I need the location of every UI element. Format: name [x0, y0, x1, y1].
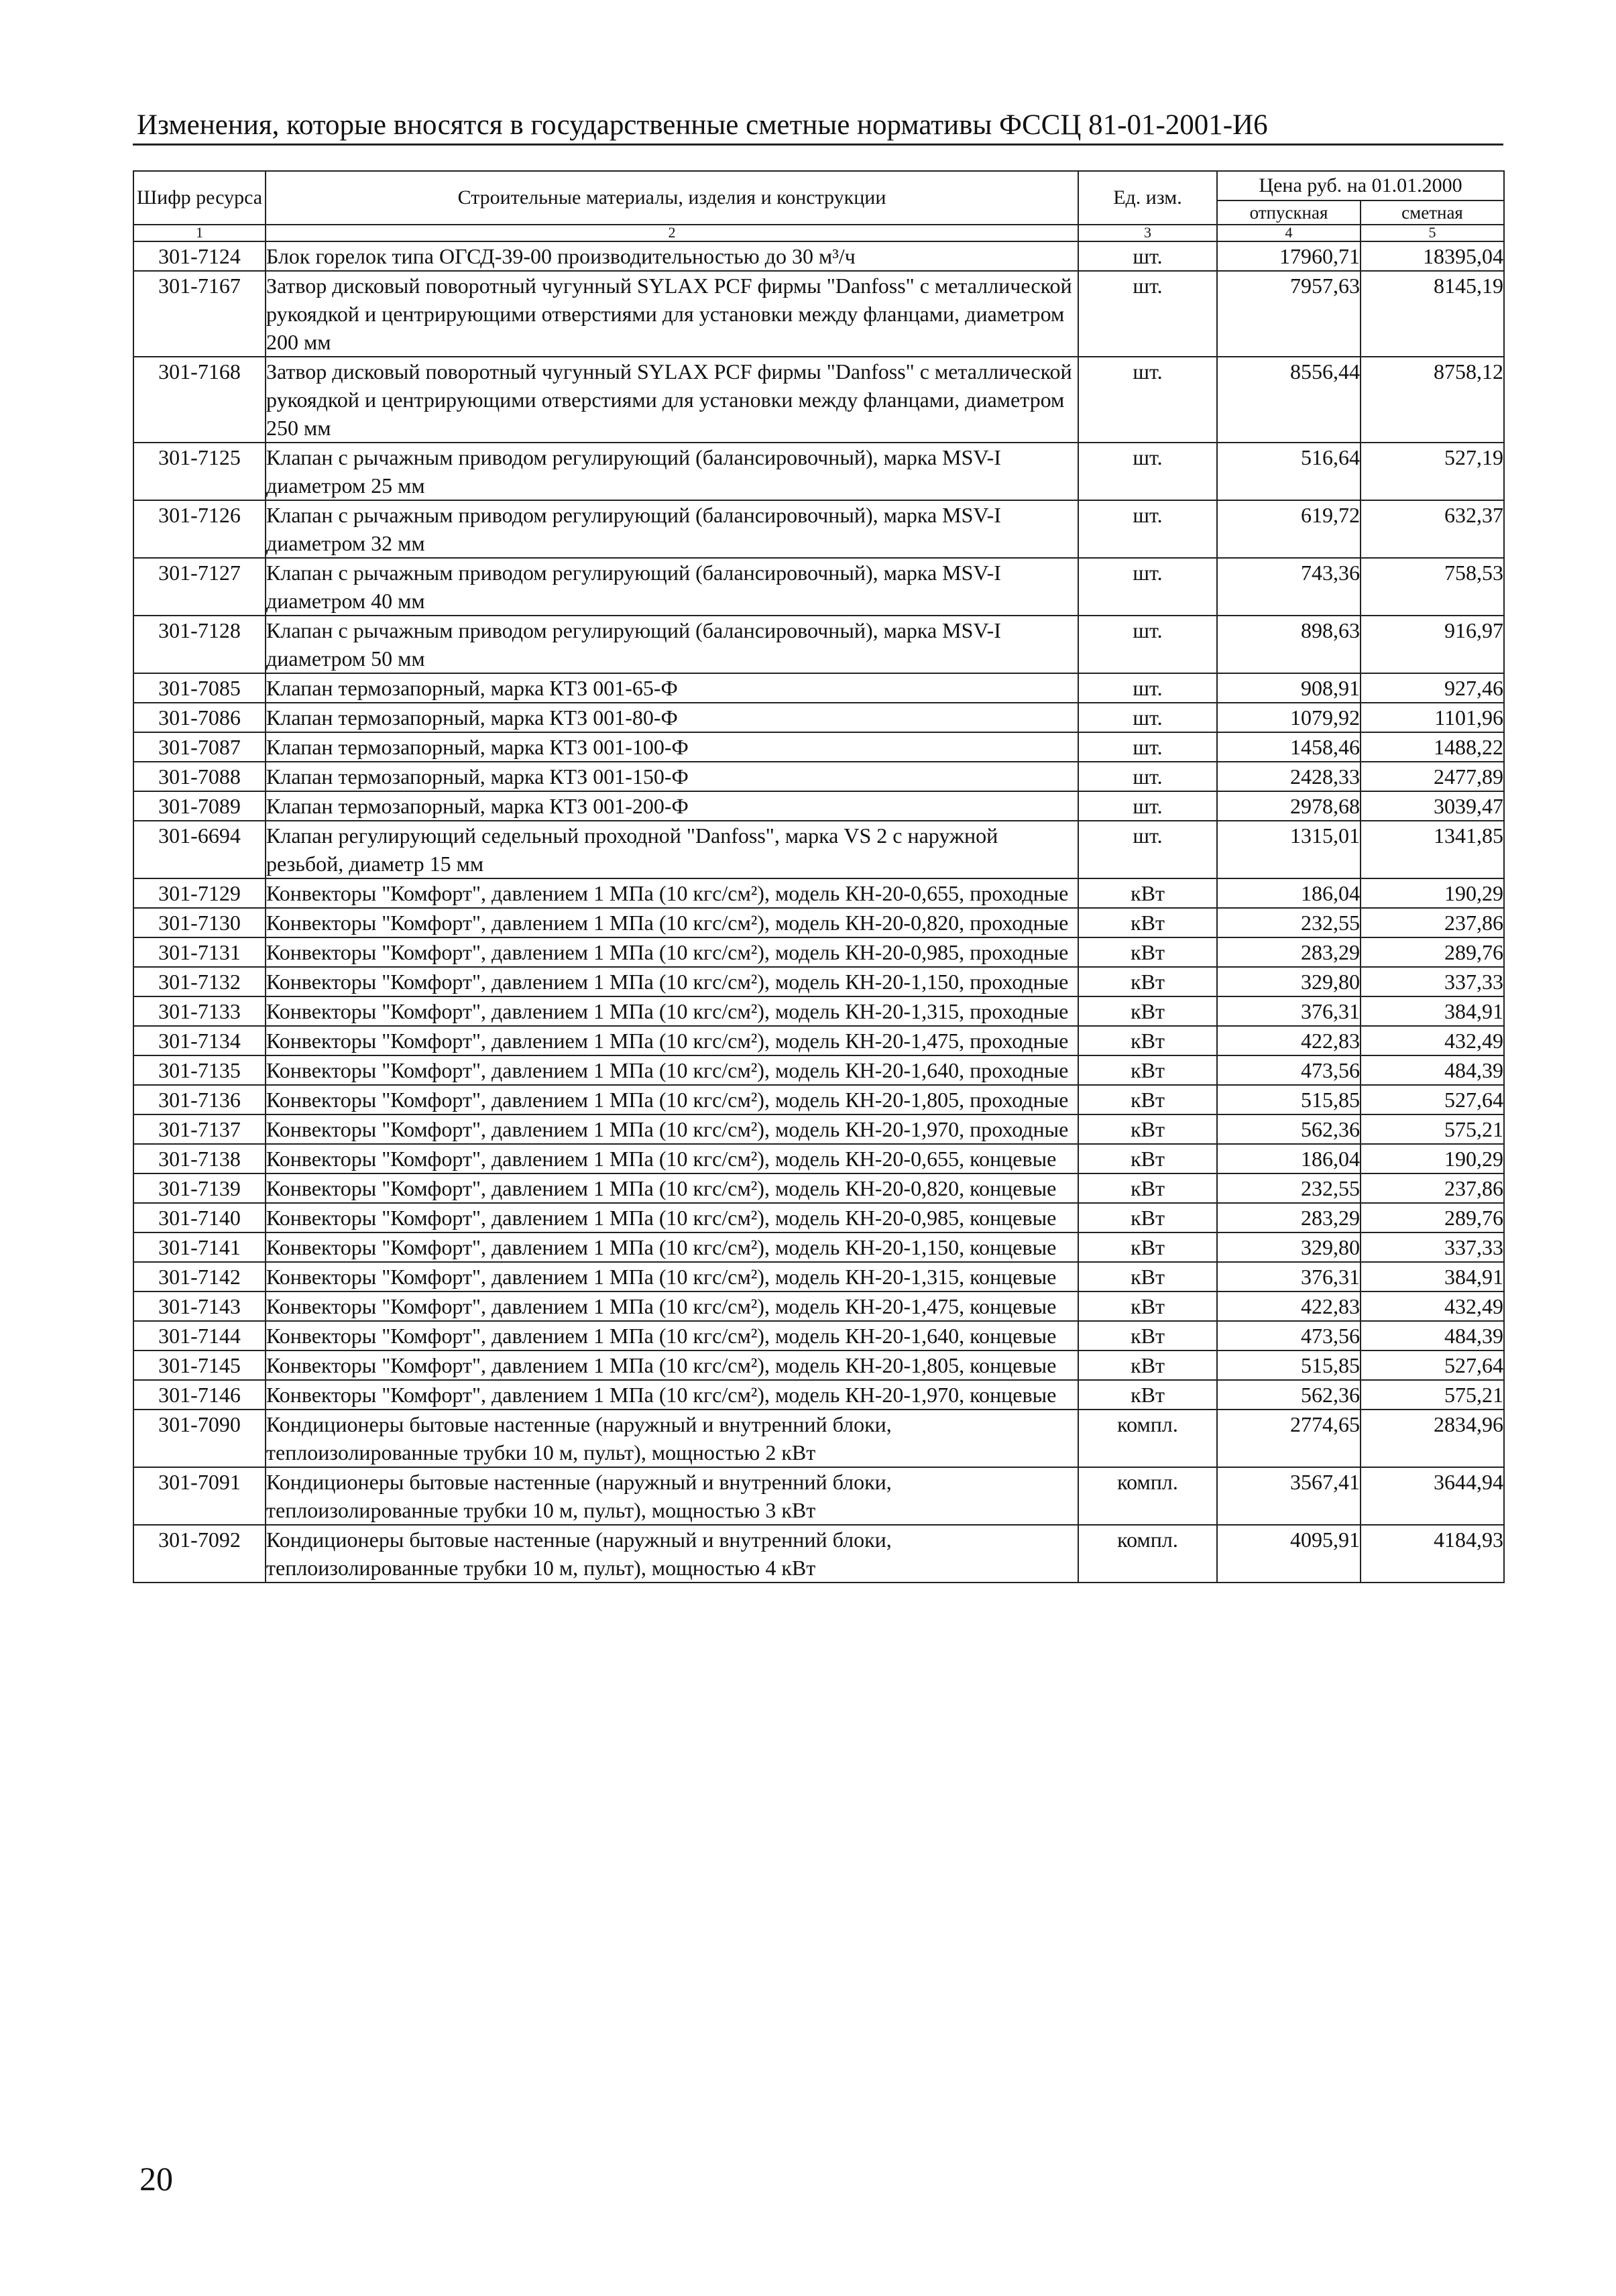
estimate-price: 484,39 [1361, 1055, 1504, 1085]
resource-code: 301-7091 [133, 1467, 266, 1525]
page-header-title: Изменения, которые вносятся в государственные сметные нормативы ФССЦ 81-01-2001-И6 [137, 109, 1268, 141]
unit-of-measure: шт. [1078, 791, 1217, 821]
release-price: 17960,71 [1217, 241, 1361, 271]
table-row [133, 673, 1504, 703]
resource-code: 301-7139 [133, 1173, 266, 1203]
release-price: 473,56 [1217, 1055, 1361, 1085]
estimate-price: 18395,04 [1361, 241, 1504, 271]
estimate-price: 190,29 [1361, 1144, 1504, 1173]
material-name: Клапан термозапорный, марка КТЗ 001-150-Ф [266, 762, 1078, 791]
resource-code: 301-7130 [133, 908, 266, 937]
table-row [133, 967, 1504, 996]
table-row [133, 791, 1504, 821]
release-price: 516,64 [1217, 443, 1361, 500]
unit-of-measure: шт. [1078, 443, 1217, 500]
release-price: 4095,91 [1217, 1525, 1361, 1583]
unit-of-measure: кВт [1078, 908, 1217, 937]
material-name: Конвекторы "Комфорт", давлением 1 МПа (10 кгс/см²), модель КН-20-1,805, проходные [266, 1085, 1078, 1114]
release-price: 283,29 [1217, 937, 1361, 967]
material-name: Конвекторы "Комфорт", давлением 1 МПа (10 кгс/см²), модель КН-20-1,150, проходные [266, 967, 1078, 996]
material-name: Клапан с рычажным приводом регулирующий (балансировочный), марка MSV-I диаметром 32 мм [266, 500, 1078, 558]
unit-of-measure: шт. [1078, 271, 1217, 357]
release-price: 2774,65 [1217, 1410, 1361, 1467]
header-price-group: Цена руб. на 01.01.2000 [1217, 171, 1504, 200]
material-name: Конвекторы "Комфорт", давлением 1 МПа (10 кгс/см²), модель КН-20-1,640, проходные [266, 1055, 1078, 1085]
unit-of-measure: кВт [1078, 1114, 1217, 1144]
release-price: 908,91 [1217, 673, 1361, 703]
release-price: 422,83 [1217, 1292, 1361, 1321]
table-row [133, 1085, 1504, 1114]
page-number: 20 [139, 2160, 173, 2197]
material-name: Затвор дисковый поворотный чугунный SYLAX PCF фирмы "Danfoss" с металлической рукоядкой и центрирующими отверстиями для установки между фланцами, диаметром 200 мм [266, 271, 1078, 357]
estimate-price: 384,91 [1361, 1262, 1504, 1292]
release-price: 3567,41 [1217, 1467, 1361, 1525]
unit-of-measure: кВт [1078, 937, 1217, 967]
release-price: 8556,44 [1217, 357, 1361, 443]
resource-code: 301-7131 [133, 937, 266, 967]
material-name: Клапан с рычажным приводом регулирующий (балансировочный), марка MSV-I диаметром 40 мм [266, 558, 1078, 616]
resource-code: 301-7135 [133, 1055, 266, 1085]
table-row [133, 500, 1504, 558]
material-name: Конвекторы "Комфорт", давлением 1 МПа (10 кгс/см²), модель КН-20-1,475, концевые [266, 1292, 1078, 1321]
table-row [133, 1525, 1504, 1583]
table-row [133, 1232, 1504, 1262]
estimate-price: 289,76 [1361, 1203, 1504, 1232]
material-name: Затвор дисковый поворотный чугунный SYLAX PCF фирмы "Danfoss" с металлической рукоядкой и центрирующими отверстиями для установки между фланцами, диаметром 250 мм [266, 357, 1078, 443]
estimate-price: 927,46 [1361, 673, 1504, 703]
resource-code: 301-7168 [133, 357, 266, 443]
material-name: Клапан с рычажным приводом регулирующий (балансировочный), марка MSV-I диаметром 25 мм [266, 443, 1078, 500]
release-price: 562,36 [1217, 1114, 1361, 1144]
estimate-price: 527,64 [1361, 1085, 1504, 1114]
table-row [133, 703, 1504, 732]
material-name: Конвекторы "Комфорт", давлением 1 МПа (10 кгс/см²), модель КН-20-0,985, проходные [266, 937, 1078, 967]
unit-of-measure: шт. [1078, 732, 1217, 762]
release-price: 743,36 [1217, 558, 1361, 616]
resource-code: 301-7134 [133, 1026, 266, 1055]
unit-of-measure: кВт [1078, 1144, 1217, 1173]
estimate-price: 527,19 [1361, 443, 1504, 500]
estimate-price: 1488,22 [1361, 732, 1504, 762]
estimate-price: 190,29 [1361, 878, 1504, 908]
release-price: 1458,46 [1217, 732, 1361, 762]
estimate-price: 3644,94 [1361, 1467, 1504, 1525]
release-price: 2428,33 [1217, 762, 1361, 791]
table-row [133, 1380, 1504, 1410]
unit-of-measure: шт. [1078, 673, 1217, 703]
resource-code: 301-7089 [133, 791, 266, 821]
material-name: Конвекторы "Комфорт", давлением 1 МПа (10 кгс/см²), модель КН-20-0,985, концевые [266, 1203, 1078, 1232]
estimate-price: 8145,19 [1361, 271, 1504, 357]
estimate-price: 2834,96 [1361, 1410, 1504, 1467]
resource-code: 301-7128 [133, 616, 266, 673]
estimate-price: 432,49 [1361, 1026, 1504, 1055]
material-name: Клапан термозапорный, марка КТЗ 001-100-Ф [266, 732, 1078, 762]
release-price: 619,72 [1217, 500, 1361, 558]
estimate-price: 4184,93 [1361, 1525, 1504, 1583]
resource-code: 301-7133 [133, 996, 266, 1026]
material-name: Конвекторы "Комфорт", давлением 1 МПа (10 кгс/см²), модель КН-20-1,970, проходные [266, 1114, 1078, 1144]
table-row [133, 1026, 1504, 1055]
release-price: 422,83 [1217, 1026, 1361, 1055]
header-release-price: отпускная [1217, 200, 1361, 225]
table-row [133, 996, 1504, 1026]
unit-of-measure: кВт [1078, 1351, 1217, 1380]
release-price: 232,55 [1217, 908, 1361, 937]
table-row [133, 443, 1504, 500]
estimate-price: 237,86 [1361, 1173, 1504, 1203]
unit-of-measure: кВт [1078, 1321, 1217, 1351]
release-price: 186,04 [1217, 1144, 1361, 1173]
resource-code: 301-7125 [133, 443, 266, 500]
table-row [133, 732, 1504, 762]
table-row [133, 1262, 1504, 1292]
material-name: Конвекторы "Комфорт", давлением 1 МПа (10 кгс/см²), модель КН-20-0,655, проходные [266, 878, 1078, 908]
unit-of-measure: компл. [1078, 1410, 1217, 1467]
table-row [133, 1203, 1504, 1232]
resource-code: 301-7143 [133, 1292, 266, 1321]
material-name: Клапан термозапорный, марка КТЗ 001-65-Ф [266, 673, 1078, 703]
column-number: 4 [1217, 225, 1361, 241]
resource-code: 301-7126 [133, 500, 266, 558]
material-name: Конвекторы "Комфорт", давлением 1 МПа (10 кгс/см²), модель КН-20-0,655, концевые [266, 1144, 1078, 1173]
table-row [133, 1351, 1504, 1380]
unit-of-measure: шт. [1078, 762, 1217, 791]
table-row [133, 821, 1504, 878]
unit-of-measure: кВт [1078, 1055, 1217, 1085]
table-row [133, 878, 1504, 908]
table-row [133, 1055, 1504, 1085]
release-price: 7957,63 [1217, 271, 1361, 357]
resource-code: 301-7088 [133, 762, 266, 791]
material-name: Конвекторы "Комфорт", давлением 1 МПа (10 кгс/см²), модель КН-20-1,315, проходные [266, 996, 1078, 1026]
release-price: 515,85 [1217, 1085, 1361, 1114]
unit-of-measure: кВт [1078, 1203, 1217, 1232]
header-rule [133, 144, 1503, 146]
resource-code: 301-7137 [133, 1114, 266, 1144]
column-number: 5 [1361, 225, 1504, 241]
estimate-price: 1341,85 [1361, 821, 1504, 878]
table-row [133, 1410, 1504, 1467]
resource-code: 301-7145 [133, 1351, 266, 1380]
unit-of-measure: шт. [1078, 703, 1217, 732]
unit-of-measure: кВт [1078, 1262, 1217, 1292]
resource-code: 301-7136 [133, 1085, 266, 1114]
release-price: 283,29 [1217, 1203, 1361, 1232]
column-number: 3 [1078, 225, 1217, 241]
table-row [133, 616, 1504, 673]
table-row [133, 357, 1504, 443]
release-price: 2978,68 [1217, 791, 1361, 821]
release-price: 232,55 [1217, 1173, 1361, 1203]
price-table [133, 170, 1505, 1583]
material-name: Конвекторы "Комфорт", давлением 1 МПа (10 кгс/см²), модель КН-20-1,805, концевые [266, 1351, 1078, 1380]
release-price: 186,04 [1217, 878, 1361, 908]
material-name: Кондиционеры бытовые настенные (наружный и внутренний блоки, теплоизолированные трубки 10 м, пульт), мощностью 4 кВт [266, 1525, 1078, 1583]
release-price: 376,31 [1217, 996, 1361, 1026]
unit-of-measure: кВт [1078, 967, 1217, 996]
unit-of-measure: кВт [1078, 1173, 1217, 1203]
resource-code: 301-7140 [133, 1203, 266, 1232]
material-name: Конвекторы "Комфорт", давлением 1 МПа (10 кгс/см²), модель КН-20-0,820, проходные [266, 908, 1078, 937]
column-number-row [133, 225, 1504, 241]
table-row [133, 241, 1504, 271]
resource-code: 301-7087 [133, 732, 266, 762]
column-number: 1 [133, 225, 266, 241]
estimate-price: 384,91 [1361, 996, 1504, 1026]
estimate-price: 527,64 [1361, 1351, 1504, 1380]
table-row [133, 1144, 1504, 1173]
unit-of-measure: шт. [1078, 558, 1217, 616]
material-name: Клапан термозапорный, марка КТЗ 001-80-Ф [266, 703, 1078, 732]
resource-code: 301-7124 [133, 241, 266, 271]
table-row [133, 1114, 1504, 1144]
resource-code: 301-7086 [133, 703, 266, 732]
table-row [133, 1292, 1504, 1321]
release-price: 473,56 [1217, 1321, 1361, 1351]
table-row [133, 908, 1504, 937]
table-row [133, 1467, 1504, 1525]
estimate-price: 337,33 [1361, 967, 1504, 996]
unit-of-measure: шт. [1078, 821, 1217, 878]
estimate-price: 1101,96 [1361, 703, 1504, 732]
estimate-price: 237,86 [1361, 908, 1504, 937]
unit-of-measure: кВт [1078, 1026, 1217, 1055]
unit-of-measure: шт. [1078, 357, 1217, 443]
estimate-price: 8758,12 [1361, 357, 1504, 443]
estimate-price: 575,21 [1361, 1380, 1504, 1410]
unit-of-measure: шт. [1078, 616, 1217, 673]
material-name: Конвекторы "Комфорт", давлением 1 МПа (10 кгс/см²), модель КН-20-1,475, проходные [266, 1026, 1078, 1055]
material-name: Конвекторы "Комфорт", давлением 1 МПа (10 кгс/см²), модель КН-20-1,150, концевые [266, 1232, 1078, 1262]
resource-code: 301-7144 [133, 1321, 266, 1351]
release-price: 515,85 [1217, 1351, 1361, 1380]
header-name: Строительные материалы, изделия и конструкции [266, 171, 1078, 225]
unit-of-measure: кВт [1078, 1232, 1217, 1262]
unit-of-measure: компл. [1078, 1525, 1217, 1583]
unit-of-measure: кВт [1078, 1085, 1217, 1114]
estimate-price: 289,76 [1361, 937, 1504, 967]
resource-code: 301-7132 [133, 967, 266, 996]
release-price: 898,63 [1217, 616, 1361, 673]
column-number: 2 [266, 225, 1078, 241]
material-name: Конвекторы "Комфорт", давлением 1 МПа (10 кгс/см²), модель КН-20-0,820, концевые [266, 1173, 1078, 1203]
estimate-price: 337,33 [1361, 1232, 1504, 1262]
table-row [133, 937, 1504, 967]
material-name: Конвекторы "Комфорт", давлением 1 МПа (10 кгс/см²), модель КН-20-1,970, концевые [266, 1380, 1078, 1410]
material-name: Конвекторы "Комфорт", давлением 1 МПа (10 кгс/см²), модель КН-20-1,315, концевые [266, 1262, 1078, 1292]
release-price: 376,31 [1217, 1262, 1361, 1292]
material-name: Клапан регулирующий седельный проходной "Danfoss", марка VS 2 с наружной резьбой, диаметр 15 мм [266, 821, 1078, 878]
material-name: Клапан термозапорный, марка КТЗ 001-200-Ф [266, 791, 1078, 821]
estimate-price: 632,37 [1361, 500, 1504, 558]
unit-of-measure: шт. [1078, 500, 1217, 558]
material-name: Клапан с рычажным приводом регулирующий (балансировочный), марка MSV-I диаметром 50 мм [266, 616, 1078, 673]
resource-code: 301-7085 [133, 673, 266, 703]
header-estimate-price: сметная [1361, 200, 1504, 225]
unit-of-measure: кВт [1078, 996, 1217, 1026]
table-row [133, 1321, 1504, 1351]
material-name: Кондиционеры бытовые настенные (наружный и внутренний блоки, теплоизолированные трубки 10 м, пульт), мощностью 3 кВт [266, 1467, 1078, 1525]
table-row [133, 1173, 1504, 1203]
resource-code: 301-7129 [133, 878, 266, 908]
estimate-price: 575,21 [1361, 1114, 1504, 1144]
estimate-price: 758,53 [1361, 558, 1504, 616]
material-name: Кондиционеры бытовые настенные (наружный и внутренний блоки, теплоизолированные трубки 10 м, пульт), мощностью 2 кВт [266, 1410, 1078, 1467]
estimate-price: 3039,47 [1361, 791, 1504, 821]
unit-of-measure: кВт [1078, 878, 1217, 908]
header-unit: Ед. изм. [1078, 171, 1217, 225]
unit-of-measure: кВт [1078, 1292, 1217, 1321]
resource-code: 301-6694 [133, 821, 266, 878]
release-price: 1079,92 [1217, 703, 1361, 732]
unit-of-measure: шт. [1078, 241, 1217, 271]
resource-code: 301-7167 [133, 271, 266, 357]
header-code: Шифр ресурса [133, 171, 266, 225]
resource-code: 301-7142 [133, 1262, 266, 1292]
table-row [133, 558, 1504, 616]
estimate-price: 2477,89 [1361, 762, 1504, 791]
material-name: Блок горелок типа ОГСД-39-00 производительностью до 30 м³/ч [266, 241, 1078, 271]
resource-code: 301-7141 [133, 1232, 266, 1262]
table-row [133, 762, 1504, 791]
unit-of-measure: кВт [1078, 1380, 1217, 1410]
resource-code: 301-7127 [133, 558, 266, 616]
resource-code: 301-7090 [133, 1410, 266, 1467]
resource-code: 301-7092 [133, 1525, 266, 1583]
estimate-price: 916,97 [1361, 616, 1504, 673]
table-row [133, 271, 1504, 357]
release-price: 1315,01 [1217, 821, 1361, 878]
resource-code: 301-7138 [133, 1144, 266, 1173]
material-name: Конвекторы "Комфорт", давлением 1 МПа (10 кгс/см²), модель КН-20-1,640, концевые [266, 1321, 1078, 1351]
release-price: 329,80 [1217, 967, 1361, 996]
estimate-price: 484,39 [1361, 1321, 1504, 1351]
table-body [133, 241, 1504, 1583]
release-price: 329,80 [1217, 1232, 1361, 1262]
resource-code: 301-7146 [133, 1380, 266, 1410]
unit-of-measure: компл. [1078, 1467, 1217, 1525]
release-price: 562,36 [1217, 1380, 1361, 1410]
estimate-price: 432,49 [1361, 1292, 1504, 1321]
